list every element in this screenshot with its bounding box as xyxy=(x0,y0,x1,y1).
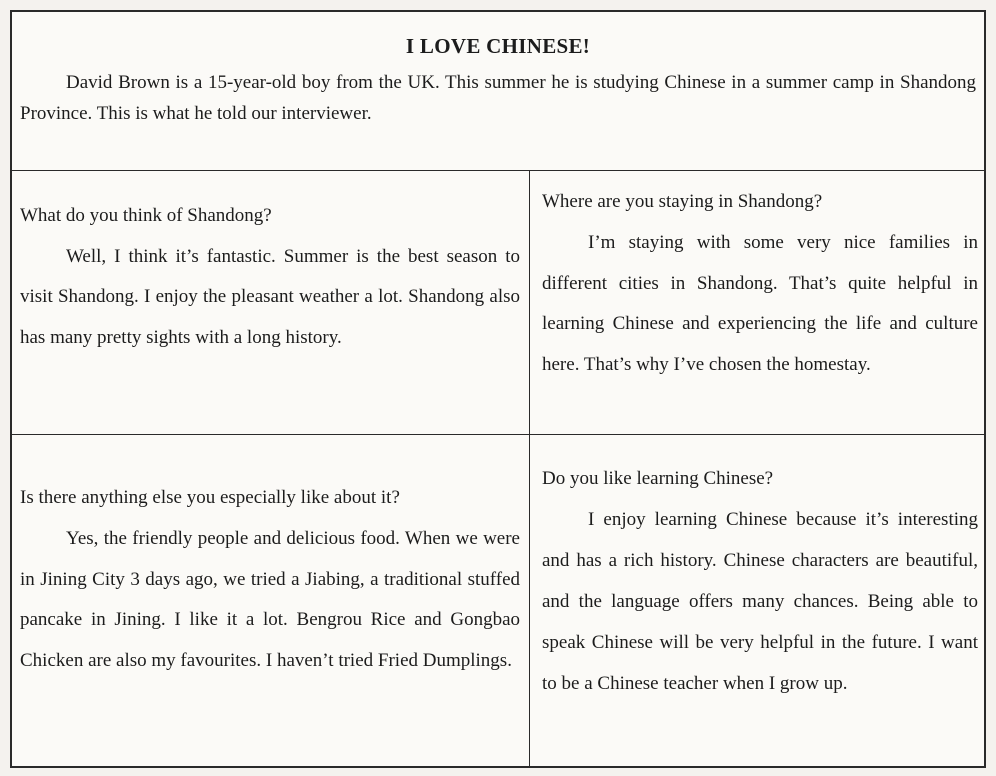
interview-question: What do you think of Shandong? xyxy=(20,205,272,226)
interview-question: Is there anything else you especially like about it? xyxy=(20,487,400,508)
article-intro: David Brown is a 15-year-old boy from the UK. This summer he is studying Chinese in a summer camp in Shandong Province. This is what he told our interviewer. xyxy=(20,72,976,124)
interview-answer: Yes, the friendly people and delicious food. When we were in Jining City 3 days ago, we tried a Jiabing, a traditional stuffed pancake in Jining. I like it a lot. Bengrou Rice and Gongbao Chicken are also my favourites. I haven’t tried Fried Dumplings. xyxy=(20,527,520,672)
interview-cell-shandong xyxy=(20,196,520,358)
interview-question: Do you like learning Chinese? xyxy=(542,468,774,489)
interview-question: Where are you staying in Shandong? xyxy=(542,191,823,212)
divider-intro xyxy=(10,170,986,171)
interview-answer: I enjoy learning Chinese because it’s interesting and has a rich history. Chinese characters are beautiful, and the language offers many chances. Being able to speak Chinese will be very helpful in the future. I want to be a Chinese teacher when I grow up. xyxy=(542,509,978,694)
interview-cell-staying xyxy=(542,182,978,386)
interview-answer: Well, I think it’s fantastic. Summer is the best season to visit Shandong. I enjoy the pleasant weather a lot. Shandong also has many pretty sights with a long history. xyxy=(20,245,520,348)
article-title: I LOVE CHINESE! xyxy=(405,34,591,58)
divider-column xyxy=(529,170,530,768)
interview-answer: I’m staying with some very nice families in different cities in Shandong. That’s quite helpful in learning Chinese and experiencing the life and culture here. That’s why I’ve chosen the homestay. xyxy=(542,231,978,376)
divider-row xyxy=(10,434,986,435)
interview-cell-learning xyxy=(542,458,978,704)
interview-cell-likes xyxy=(20,478,520,682)
